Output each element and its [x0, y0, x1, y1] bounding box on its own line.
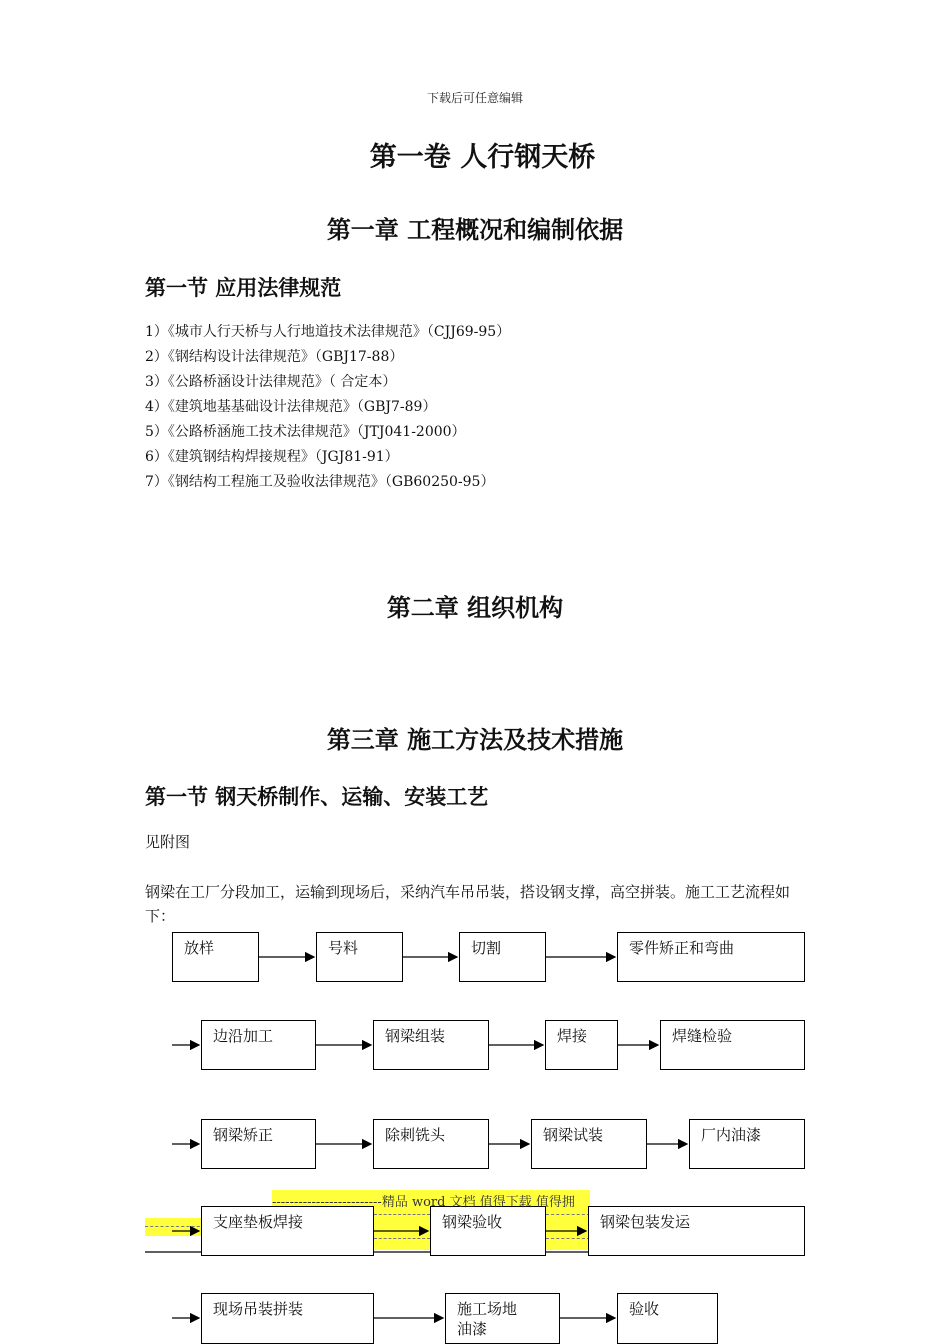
process-intro: 钢梁在工厂分段加工，运输到现场后，采纳汽车吊吊装，搭设钢支撑，高空拼装。施工工艺流程如下： — [145, 883, 791, 925]
flow-step-fangyang: 放样 — [172, 932, 259, 982]
chapter3-section1-title: 第一节 钢天桥制作、运输、安装工艺 — [145, 785, 489, 809]
standard-item: 5）《公路桥涵施工技术法律规范》（JTJ041-2000） — [145, 424, 466, 440]
flow-step-beam-straighten: 钢梁矫正 — [201, 1119, 316, 1169]
flow-step-beam-acceptance: 钢梁验收 — [430, 1206, 546, 1256]
volume-title: 第一卷 人行钢天桥 — [369, 142, 596, 173]
see-figure-note: 见附图 — [145, 833, 191, 851]
standard-item: 3）《公路桥涵设计法律规范》（ 合定本） — [145, 374, 397, 390]
chapter3-title: 第三章 施工方法及技术措施 — [326, 726, 624, 754]
flow-step-haoliao: 号料 — [316, 932, 403, 982]
flow-step-part-straighten: 零件矫正和弯曲 — [617, 932, 805, 982]
flow-step-site-painting: 施工场地油漆 — [445, 1293, 560, 1344]
watermark-text: -------------------------精品 word 文档 值得下载 值得拥 — [272, 1195, 575, 1210]
flow-step-qiege: 切割 — [459, 932, 546, 982]
flow-step-edge-machining: 边沿加工 — [201, 1020, 316, 1070]
flow-step-bearing-plate-weld: 支座垫板焊接 — [201, 1206, 374, 1256]
standard-item: 6）《建筑钢结构焊接规程》（JGJ81-91） — [145, 449, 399, 465]
flow-step-beam-assembly: 钢梁组装 — [373, 1020, 489, 1070]
standard-item: 2）《钢结构设计法律规范》（GBJ17-88） — [145, 349, 404, 365]
flow-step-welding: 焊接 — [545, 1020, 618, 1070]
flow-step-trial-assembly: 钢梁试装 — [531, 1119, 647, 1169]
header-note: 下载后可任意编辑 — [426, 91, 523, 105]
flow-step-weld-inspection: 焊缝检验 — [660, 1020, 805, 1070]
flow-step-site-lifting: 现场吊装拼装 — [201, 1293, 374, 1344]
standard-item: 4）《建筑地基基础设计法律规范》（GBJ7-89） — [145, 399, 437, 415]
flow-step-deburr-mill: 除刺铣头 — [373, 1119, 489, 1169]
standard-item: 7）《钢结构工程施工及验收法律规范》（GB60250-95） — [145, 474, 495, 490]
flow-step-factory-paint: 厂内油漆 — [689, 1119, 805, 1169]
flow-step-final-acceptance: 验收 — [617, 1293, 718, 1344]
chapter1-title: 第一章 工程概况和编制依据 — [326, 216, 624, 244]
chapter2-title: 第二章 组织机构 — [386, 594, 564, 622]
flow-step-pack-ship: 钢梁包装发运 — [588, 1206, 805, 1256]
standard-item: 1）《城市人行天桥与人行地道技术法律规范》（CJJ69-95） — [145, 324, 511, 340]
chapter1-section1-title: 第一节 应用法律规范 — [145, 276, 342, 300]
